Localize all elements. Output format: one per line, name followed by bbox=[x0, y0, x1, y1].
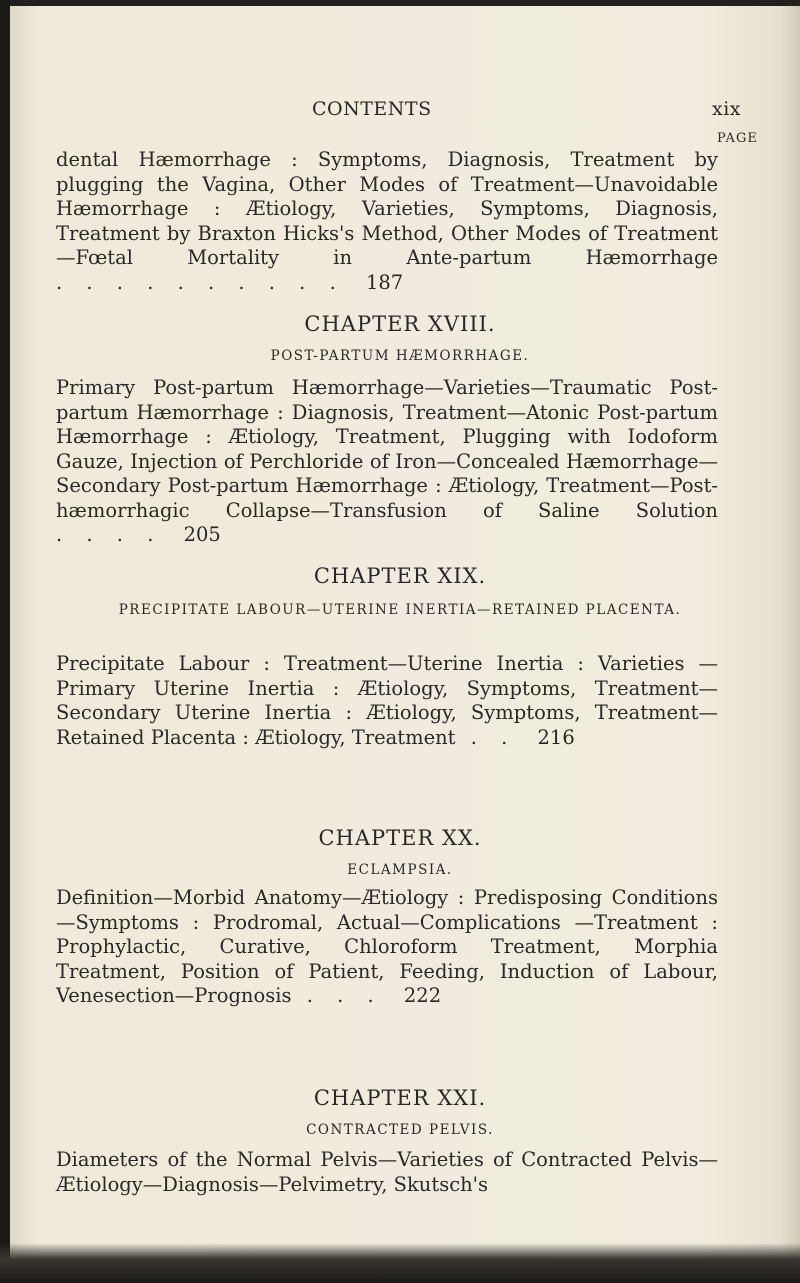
page-column-label: PAGE bbox=[717, 131, 758, 146]
scan-edge-bottom bbox=[0, 1243, 800, 1283]
toc-entry bbox=[56, 376, 718, 548]
entry-page: 216 bbox=[537, 725, 575, 749]
scan-edge-top bbox=[0, 0, 800, 6]
toc-entry-continued bbox=[56, 148, 718, 295]
entry-text: Diameters of the Normal Pelvis—Varieties of Contracted Pelvis—Ætiology—Diagnosis—Pelvimetry, Skutsch's bbox=[56, 1148, 718, 1196]
entry-text: dental Hæmorrhage : Symptoms, Diagnosis, Treatment by plugging the Vagina, Other Modes of Treatment—Unavoidable Hæmorrhage : Ætiology, Varieties, Symptoms, Diagnosis, Treatment by Braxton Hicks's Method, Other Modes of Treatment—Fœtal Mortality in Ante-partum Hæmorrhage . . . . . . . . . . 187 bbox=[56, 148, 718, 294]
entry-text: Definition—Morbid Anatomy—Ætiology : Predisposing Conditions—Symptoms : Prodromal, Actual—Complications —Treatment : Prophylactic, Curative, Chloroform Treatment, Morphia Treatment, Position of Patient, Feeding, Induction of Labour, Venesection—Prognosis . . . 222 bbox=[56, 886, 718, 1007]
chapter-heading: CHAPTER XVIII. bbox=[304, 312, 496, 336]
chapter-subtitle: POST-PARTUM HÆMORRHAGE. bbox=[270, 348, 530, 364]
entry-text: Precipitate Labour : Treatment—Uterine Inertia : Varieties —Primary Uterine Inertia : Ætiology, Symptoms, Treatment—Secondary Uterine Inertia : Ætiology, Symptoms, Treatment—Retained Placenta : Ætiology, Treatment . . 216 bbox=[56, 652, 718, 749]
chapter-heading: CHAPTER XXI. bbox=[313, 1086, 487, 1110]
toc-entry bbox=[56, 652, 718, 750]
toc-entry bbox=[56, 1148, 718, 1197]
entry-page: 205 bbox=[183, 523, 221, 546]
entry-page: 222 bbox=[403, 984, 442, 1007]
toc-entry bbox=[56, 886, 718, 1009]
running-title: CONTENTS bbox=[312, 98, 432, 120]
chapter-subtitle: ECLAMPSIA. bbox=[347, 862, 453, 878]
page-folio: xix bbox=[712, 98, 742, 120]
chapter-heading: CHAPTER XIX. bbox=[313, 564, 487, 588]
chapter-heading: CHAPTER XX. bbox=[318, 826, 482, 850]
entry-page: 187 bbox=[365, 270, 404, 294]
chapter-subtitle: PRECIPITATE LABOUR—UTERINE INERTIA—RETAINED PLACENTA. bbox=[118, 602, 682, 618]
entry-text: Primary Post-partum Hæmorrhage—Varieties—Traumatic Post-partum Hæmorrhage : Diagnosis, Treatment—Atonic Post-partum Hæmorrhage : Ætiology, Treatment, Plugging with Iodoform Gauze, Injection of Perchloride of Iron—Concealed Hæmorrhage—Secondary Post-partum Hæmorrhage : Ætiology, Treatment—Post-hæmorrhagic Collapse—Transfusion of Saline Solution . . . . 205 bbox=[56, 376, 718, 546]
chapter-subtitle: CONTRACTED PELVIS. bbox=[306, 1122, 494, 1138]
